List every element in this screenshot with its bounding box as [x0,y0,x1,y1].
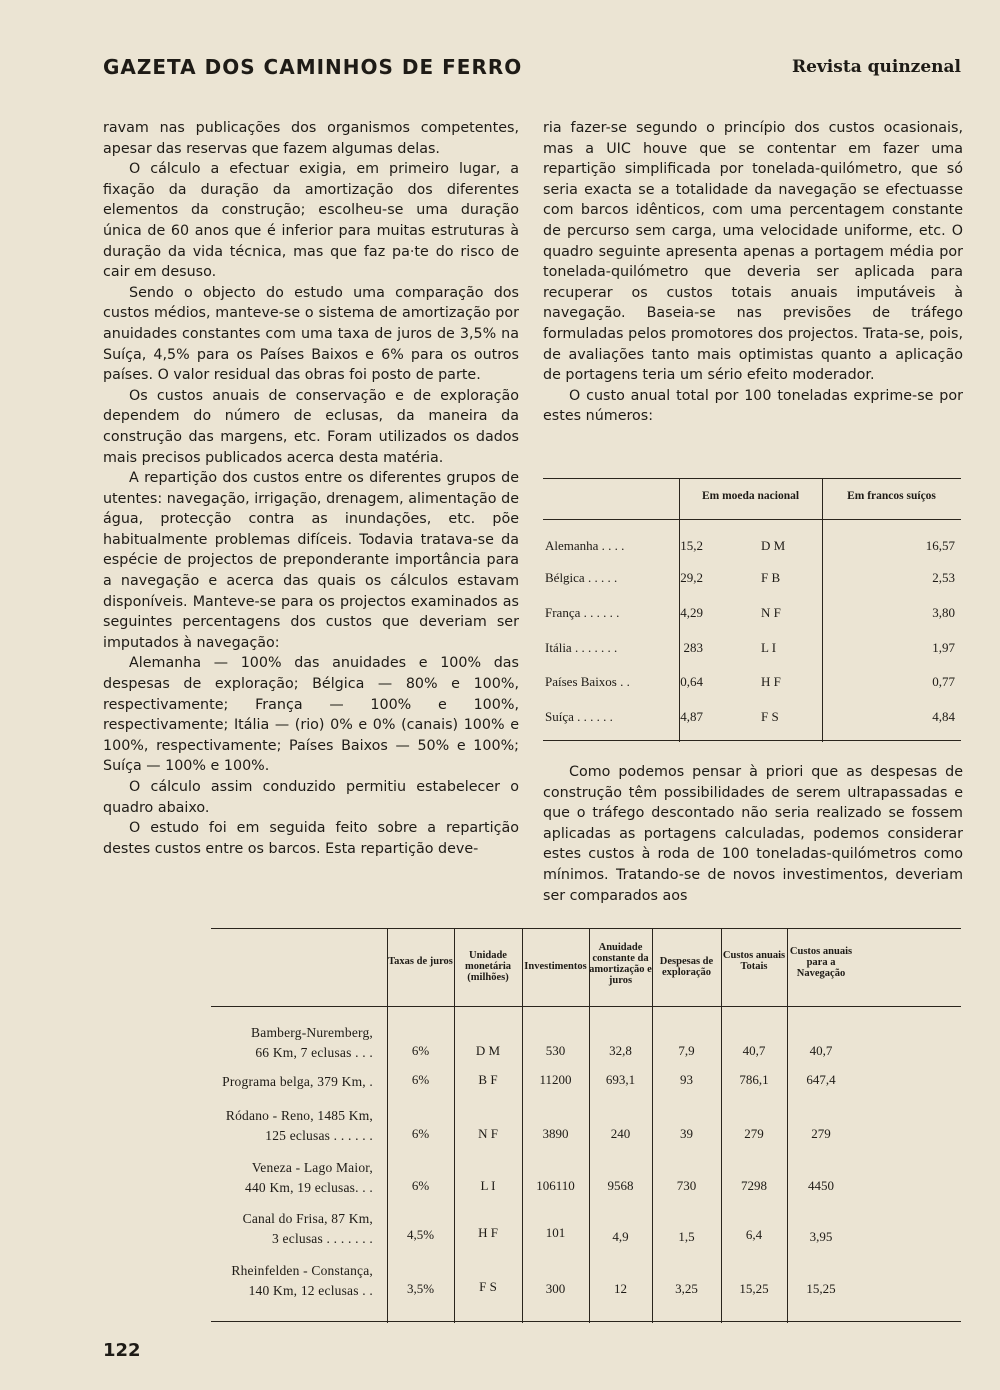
unit-cell: L I [480,1178,496,1193]
header-national-currency: Em moeda nacional [701,490,800,502]
country-cell: Países Baixos . . [545,674,630,689]
project-details: 66 Km, 7 eclusas . . . [255,1045,373,1060]
total-cell: 40,7 [742,1043,766,1058]
operating-cell: 39 [680,1126,693,1141]
chf-cell: 3,80 [932,605,955,620]
page-header [103,55,961,83]
unit-cell: D M [475,1043,501,1058]
table-row [543,570,961,590]
table-row [543,538,961,558]
investment-cell: 106110 [536,1178,575,1193]
left-column [103,118,519,859]
paragraph: Sendo o objecto do estudo uma comparação dos custos médios, manteve-se o sistema de amortização por anuidades constantes com uma taxa de juros de 3,5% na Suíça, 4,5% para os Países Baixos e 6% para os outros países. O valor residual das obras foi posto de parte. [103,284,519,384]
paragraph: A repartição dos custos entre os diferentes grupos de utentes: navegação, irrigação, drenagem, alimentação de água, protecção contra as inundações, etc. põe habitualmente problemas difíceis. Todavia tratava-se da espécie de projectos de preponderante importância para a navegação e acerca das quais os cálculos estavam disponíveis. Manteve-se para os projectos examinados as seguintes percentagens dos custos que deveriam ser imputados à navegação: [103,470,519,651]
investment-cell: 101 [545,1225,566,1240]
country-cell: Bélgica . . . . . [545,570,618,585]
operating-cell: 730 [676,1178,697,1193]
country-cell: Alemanha . . . . [545,538,625,553]
table-row [211,1261,961,1301]
table-row [211,1063,961,1103]
currency-cell: N F [761,605,781,620]
total-cell: 786,1 [739,1072,769,1087]
operating-cell: 3,25 [675,1281,698,1296]
currency-cell: D M [761,538,786,553]
country-cell: França . . . . . . [545,605,620,620]
navigation-cell: 647,4 [806,1072,836,1087]
toll-table [543,478,961,742]
operating-cell: 1,5 [678,1229,695,1244]
project-details: 440 Km, 19 eclusas. . . [245,1180,373,1195]
rate-cell: 4,5% [406,1227,435,1242]
table-row [543,640,961,660]
table-rule [211,1321,961,1322]
table-row [211,1158,961,1198]
rate-cell: 6% [411,1178,430,1193]
paragraph: Os custos anuais de conservação e de exploração dependem do número de eclusas, da maneira da construção das margens, etc. Foram utilizados os dados mais precisos publicados acerca desta matéria. [103,387,519,466]
navigation-cell: 15,25 [806,1281,836,1296]
paragraph: O cálculo a efectuar exigia, em primeiro lugar, a fixação da duração da amortização dos diferentes elementos da construção; escolheu-se uma duração única de 60 anos que é inferior para muitas estruturas à duração da vida técnica, mas que faz pa·te do risco de cair em desuso. [103,161,519,281]
table-rule [543,519,961,520]
annuity-cell: 240 [610,1126,631,1141]
total-cell: 15,25 [739,1281,769,1296]
table-row [211,1023,961,1063]
paragraph: O custo anual total por 100 toneladas exprime-se por estes números: [543,387,963,425]
table-row [543,674,961,694]
total-cell: 6,4 [745,1227,763,1242]
table-row [211,1106,961,1146]
journal-subtitle: Revista quinzenal [791,57,961,77]
currency-cell: L I [761,640,777,655]
annuity-cell: 9568 [607,1178,634,1193]
total-cell: 7298 [741,1178,767,1193]
rate-cell: 6% [411,1126,430,1141]
rate-cell: 3,5% [406,1281,435,1296]
value-cell: 15,2 [680,538,703,553]
project-name: Bamberg-Nuremberg, [251,1025,373,1040]
investment-cell: 3890 [542,1126,569,1141]
right-column [543,118,963,427]
table-row [543,605,961,625]
project-details: 125 eclusas . . . . . . [265,1128,373,1143]
operating-cell: 7,9 [678,1043,695,1058]
project-name: Ródano - Reno, 1485 Km, [225,1108,373,1123]
paragraph: O estudo foi em seguida feito sobre a repartição destes custos entre os barcos. Esta repartição deve- [103,820,519,857]
unit-cell: H F [478,1225,498,1240]
country-cell: Itália . . . . . . . [545,640,618,655]
investment-cell: 11200 [539,1072,572,1087]
paragraph: O cálculo assim conduzido permitiu estabelecer o quadro abaixo. [103,779,519,816]
navigation-cell: 3,95 [809,1229,833,1244]
currency-cell: F S [761,709,779,724]
annuity-cell: 693,1 [605,1072,636,1087]
chf-cell: 4,84 [932,709,955,724]
table-row [211,1209,961,1249]
table-rule [543,478,961,479]
paragraph: ravam nas publicações dos organismos competentes, apesar das reservas que fazem algumas delas. [103,120,519,157]
header-currency-unit: Unidade monetária (milhões) [464,950,512,983]
project-name: Veneza - Lago Maior, [251,1160,373,1175]
rate-cell: 6% [411,1043,430,1058]
value-cell: 29,2 [680,570,703,585]
value-cell: 4,29 [680,605,703,620]
rate-cell: 6% [411,1072,430,1087]
paragraph: Como podemos pensar à priori que as despesas de construção têm possibilidades de serem ultrapassadas e que o tráfego descontado não seria realizado se fossem aplicadas as portagens calculadas, podemos considerar estes custos à roda de 100 toneladas-quilómetros como mínimos. Tratando-se de novos investimentos, deveriam ser comparados aos [543,764,963,904]
projects-cost-table [211,928,961,1323]
table-rule [211,928,961,929]
country-cell: Suíça . . . . . . [545,709,613,724]
paragraph: ria fazer-se segundo o princípio dos custos ocasionais, mas a UIC houve que se contentar em fazer uma repartição simplificada por tonelada-quilómetro, que só seria exacta se a totalidade da navegação se efectuasse com barcos idênticos, com uma percentagem constante de percurso sem carga, uma velocidade uniforme, etc. O quadro seguinte apresenta apenas a portagem média por tonelada-quilómetro que deveria ser aplicada para recuperar os custos totais anuais imputáveis à navegação. Baseia-se nas previsões de tráfego formuladas pelos promotores dos projectos. Trata-se, pois, de avaliações tanto mais optimistas quanto a aplicação de portagens teria um sério efeito moderador. [543,120,963,384]
chf-cell: 0,77 [932,674,955,689]
project-details: Programa belga, 379 Km, . [222,1074,373,1089]
table-rule [543,740,961,741]
annuity-cell: 12 [614,1281,627,1296]
journal-title: GAZETA DOS CAMINHOS DE FERRO [103,55,523,79]
chf-cell: 2,53 [932,570,955,585]
project-details: 140 Km, 12 eclusas . . [248,1283,373,1298]
unit-cell: F S [479,1279,497,1294]
annuity-cell: 32,8 [609,1043,632,1058]
header-interest-rate: Taxas de juros [388,956,453,967]
annuity-cell: 4,9 [612,1229,629,1244]
header-investments: Investimentos [524,961,587,972]
header-operating-costs: Despesas de exploração [659,956,714,978]
header-total-costs: Custos anuais Totais [722,950,786,972]
project-name: Canal do Frisa, 87 Km, [242,1211,373,1226]
table-row [543,709,961,729]
navigation-cell: 279 [811,1126,831,1141]
navigation-cell: 40,7 [809,1043,833,1058]
paragraph: Alemanha — 100% das anuidades e 100% das despesas de exploração; Bélgica — 80% e 100%, respectivamente; França — 100% e 100%, respectivamente; Itália — (rio) 0% e 0% (canais) 100% e 100%, respectivamente; Países Baixos — 50% e 100%; Suíça — 100% e 100%. [103,655,519,775]
navigation-cell: 4450 [808,1178,834,1193]
unit-cell: B F [478,1072,498,1087]
right-column-continued [543,762,963,906]
value-cell: 4,87 [680,709,703,724]
table-rule [211,1006,961,1007]
unit-cell: N F [478,1126,498,1141]
header-navigation-costs: Custos anuais para a Navegação [789,946,853,979]
project-details: 3 eclusas . . . . . . . [272,1231,373,1246]
chf-cell: 16,57 [925,538,955,553]
chf-cell: 1,97 [932,640,955,655]
header-swiss-francs: Em francos suíços [847,490,936,502]
currency-cell: H F [761,674,781,689]
header-annuity: Anuidade constante da amortização e juros [589,942,652,986]
page-number: 122 [103,1340,141,1361]
project-name: Rheinfelden - Constança, [231,1263,373,1278]
currency-cell: F B [761,570,781,585]
value-cell: 283 [683,640,703,655]
total-cell: 279 [744,1126,764,1141]
investment-cell: 300 [545,1281,566,1296]
value-cell: 0,64 [680,674,703,689]
operating-cell: 93 [680,1072,693,1087]
investment-cell: 530 [545,1043,566,1058]
